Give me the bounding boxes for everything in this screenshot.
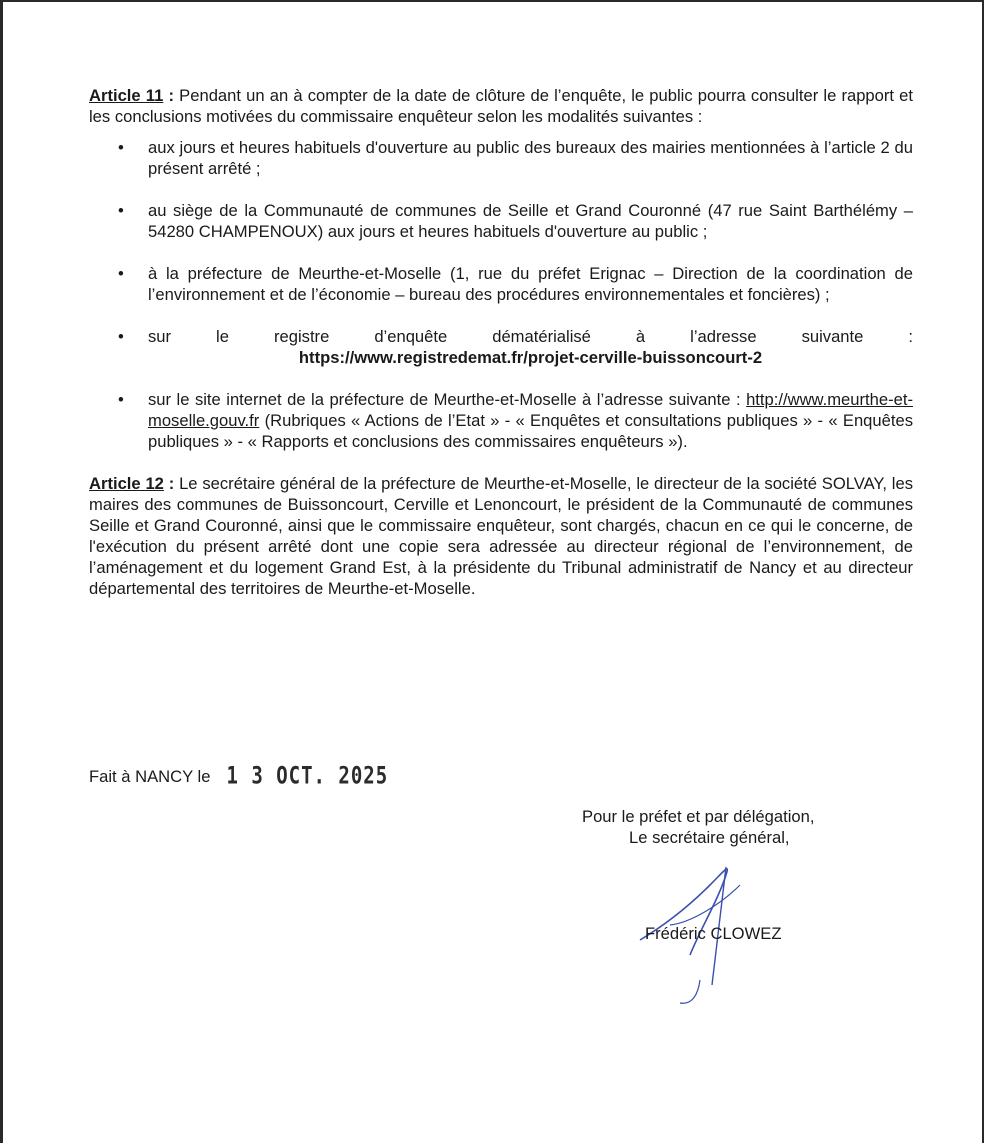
signature-block <box>582 806 882 848</box>
document-body <box>89 85 913 599</box>
article-12-label: Article 12 <box>89 474 164 493</box>
list-item: • au siège de la Communauté de communes de Seille et Grand Couronné (47 rue Saint Barthélémy – 54280 CHAMPENOUX) aux jours et heures habituels d'ouverture au public ; <box>118 201 913 241</box>
article-12: Article 12 : Le secrétaire général de la préfecture de Meurthe-et-Moselle, le directeur de la société SOLVAY, les maires des communes de Buissoncourt, Cerville et Lenoncourt, le président de la Communauté de communes Seille et Grand Couronné, ainsi que le commissaire enquêteur, sont chargés, chacun en ce qui le concerne, de l'exécution du présent arrêté dont une copie sera adressée au directeur régional de l’environnement, de l’aménagement et du logement Grand Est, à la présidente du Tribunal administratif de Nancy et au directeur départemental des territoires de Meurthe-et-Moselle. <box>89 474 913 598</box>
prefecture-site-link[interactable]: http://www.meurthe-et-moselle.gouv.fr <box>148 390 913 430</box>
bullet-icon: • <box>118 201 124 220</box>
signatory-name: Frédéric CLOWEZ <box>645 924 782 943</box>
page-frame-top <box>0 0 984 2</box>
list-item: • aux jours et heures habituels d'ouverture au public des bureaux des mairies mentionnées à l’article 2 du présent arrêté ; <box>118 138 913 178</box>
registre-url[interactable]: https://www.registredemat.fr/projet-cerville-buissoncourt-2 <box>298 348 763 367</box>
article-11-label: Article 11 <box>89 86 164 105</box>
delegation-line: Pour le préfet et par délégation, <box>582 807 815 826</box>
signatory-title: Le secrétaire général, <box>629 828 790 847</box>
page-frame-left <box>0 0 3 1143</box>
place-and-date <box>89 762 389 790</box>
modalities-list <box>89 137 913 452</box>
bullet-icon: • <box>118 327 124 346</box>
article-11-intro: Article 11 : Pendant un an à compter de la date de clôture de l’enquête, le public pourra consulter le rapport et les conclusions motivées du commissaire enquêteur selon les modalités suivantes : <box>89 86 914 126</box>
fait-label: Fait à NANCY le <box>89 767 211 786</box>
bullet-icon: • <box>118 264 124 283</box>
bullet-icon: • <box>118 390 124 409</box>
list-item: • sur le site internet de la préfecture de Meurthe-et-Moselle à l’adresse suivante : http://www.meurthe-et-moselle.gouv.fr (Rubriques « Actions de l’Etat » - « Enquêtes et consultations publiques » - « Enquêtes publiques » - « Rapports et conclusions des commissaires enquêteurs »). <box>118 390 913 451</box>
bullet-icon: • <box>118 138 124 157</box>
list-item: • à la préfecture de Meurthe-et-Moselle (1, rue du préfet Erignac – Direction de la coordination de l’environnement et de l’économie – bureau des procédures environnementales et foncières) ; <box>118 264 913 304</box>
date-stamp: 1 3 OCT. 2025 <box>226 762 389 790</box>
list-item: • sur le registre d’enquête dématérialisé à l’adresse suivante : https://www.registredemat.fr/projet-cerville-buissoncourt-2 <box>118 327 913 367</box>
